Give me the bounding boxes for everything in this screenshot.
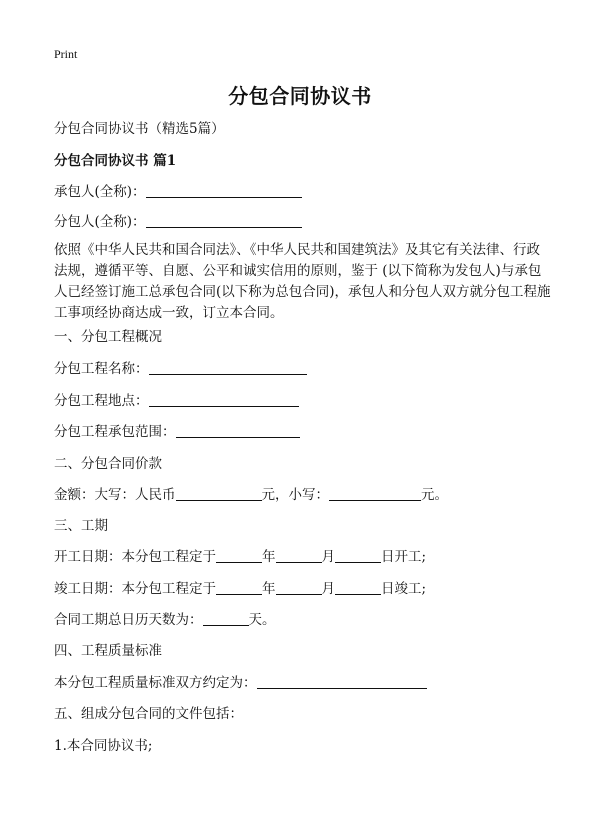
- project-name-line: [54, 360, 307, 378]
- document-item-1: 1.本合同协议书;: [54, 738, 153, 754]
- contractor-line: [54, 183, 302, 201]
- section-5-heading: 五、组成分包合同的文件包括：: [54, 706, 243, 722]
- project-scope-line: [54, 423, 300, 441]
- end-year-label: 年: [262, 581, 276, 597]
- end-day-blank: [335, 580, 381, 595]
- end-suffix: 日竣工;: [381, 581, 427, 597]
- start-year-label: 年: [262, 549, 276, 565]
- preamble-paragraph: 依照《中华人民共和国合同法》、《中华人民共和国建筑法》及其它有关法律、行政法规，遵循平等、自愿、公平和诚实信用的原则，鉴于 (以下简称为发包人)与承包人已经签订施工总承包合同(以下称为总包合同)，承包人和分包人双方就分包工程施工事项经协商达成一致，订立本合同。: [54, 242, 551, 321]
- start-month-label: 月: [321, 549, 335, 565]
- section-1-heading: 一、分包工程概况: [54, 329, 162, 345]
- print-label: Print: [54, 47, 78, 61]
- end-date-line: [54, 580, 426, 598]
- amount-uppercase-blank: [176, 486, 262, 501]
- project-location-label: 分包工程地点：: [54, 393, 149, 409]
- amount-yuan-label: 元，小写：: [261, 487, 329, 503]
- start-year-blank: [216, 548, 262, 563]
- quality-blank: [257, 674, 427, 689]
- start-day-blank: [335, 548, 381, 563]
- project-location-line: [54, 392, 299, 410]
- total-days-label: 合同工期总日历天数为：: [54, 612, 203, 628]
- document-title: 分包合同协议书: [228, 84, 372, 108]
- project-name-blank: [149, 360, 307, 375]
- subtitle: 分包合同协议书（精选5篇）: [54, 121, 225, 137]
- contractor-label: 承包人(全称)：: [54, 184, 146, 200]
- total-days-line: [54, 611, 276, 629]
- amount-yuan-end: 元。: [421, 487, 448, 503]
- quality-line: [54, 674, 427, 692]
- project-scope-blank: [176, 423, 300, 438]
- contractor-blank: [146, 183, 302, 198]
- end-month-label: 月: [321, 581, 335, 597]
- amount-line: [54, 486, 448, 504]
- project-location-blank: [149, 392, 299, 407]
- section-2-heading: 二、分包合同价款: [54, 456, 162, 472]
- subcontractor-line: [54, 213, 302, 231]
- project-name-label: 分包工程名称：: [54, 361, 149, 377]
- amount-lowercase-blank: [329, 486, 421, 501]
- subcontractor-blank: [146, 213, 302, 228]
- start-date-line: [54, 548, 426, 566]
- days-label: 天。: [248, 612, 276, 628]
- amount-label: 金额：大写：人民币: [54, 487, 176, 503]
- start-date-label: 开工日期：本分包工程定于: [54, 549, 216, 565]
- section-heading: 分包合同协议书 篇1: [54, 153, 177, 169]
- project-scope-label: 分包工程承包范围：: [54, 424, 176, 440]
- total-days-blank: [203, 611, 249, 626]
- section-3-heading: 三、工期: [54, 518, 108, 534]
- end-date-label: 竣工日期：本分包工程定于: [54, 581, 216, 597]
- end-month-blank: [276, 580, 322, 595]
- quality-label: 本分包工程质量标准双方约定为：: [54, 675, 257, 691]
- start-month-blank: [276, 548, 322, 563]
- section-4-heading: 四、工程质量标准: [54, 643, 162, 659]
- start-suffix: 日开工;: [381, 549, 427, 565]
- end-year-blank: [216, 580, 262, 595]
- subcontractor-label: 分包人(全称)：: [54, 214, 146, 230]
